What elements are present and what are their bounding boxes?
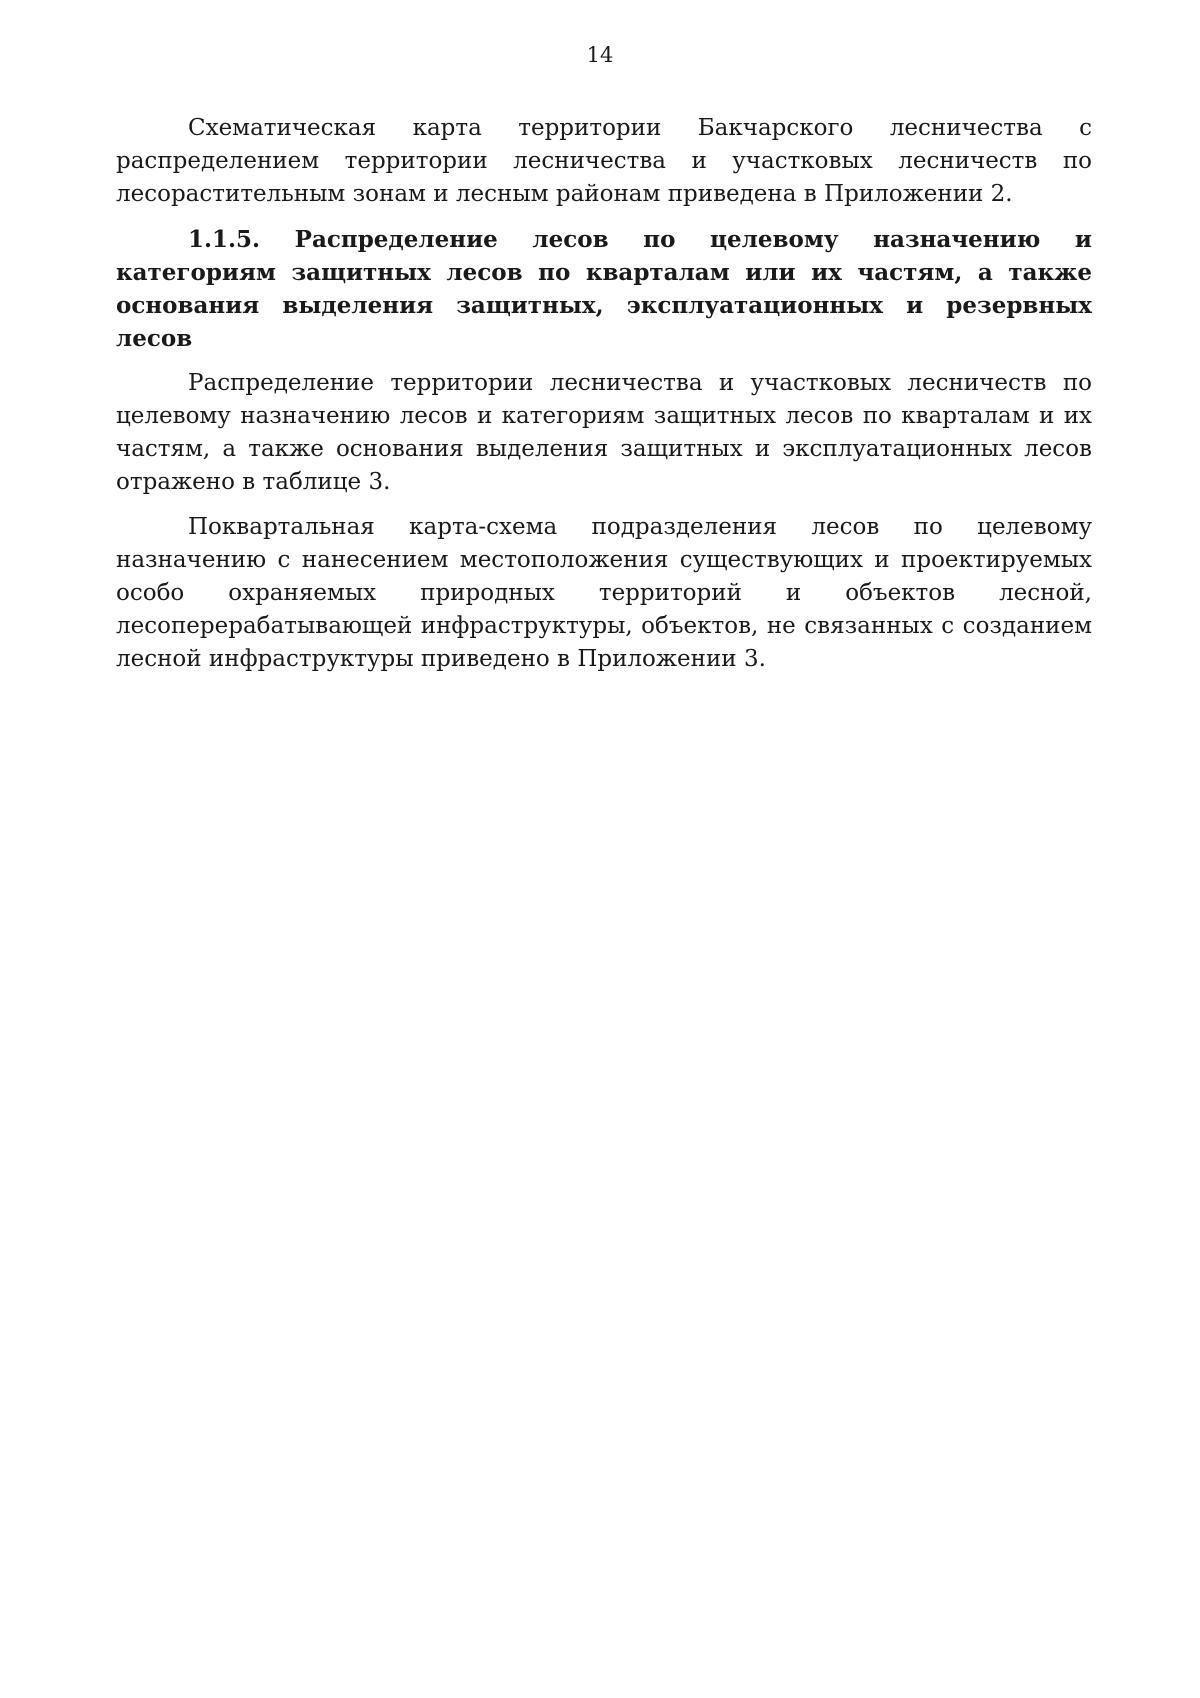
paragraph-schematic-map: Схематическая карта территории Бакчарского лесничества с распределением территории лесничества и участковых лесничеств по лесорастительным зонам и лесным районам приведена в Приложении 2. (116, 115, 1092, 207)
paragraph-quarterly-map: Поквартальная карта-схема подразделения лесов по целевому назначению с нанесением местоположения существующих и проектируемых особо охраняемых природных территорий и объектов лесной, лесоперерабатывающей инфраструктуры, объектов, не связанных с созданием лесной инфраструктуры приведено в Приложении 3. (116, 514, 1092, 672)
document-body (116, 112, 1092, 676)
section-heading-1-1-5: 1.1.5. Распределение лесов по целевому назначению и категориям защитных лесов по кварталам или их частям, а также основания выделения защитных, эксплуатационных и резервных лесов (116, 226, 1092, 352)
page-number: 14 (586, 43, 614, 67)
paragraph-distribution: Распределение территории лесничества и участковых лесничеств по целевому назначению лесов и категориям защитных лесов по кварталам и их частям, а также основания выделения защитных и эксплуатационных лесов отражено в таблице 3. (116, 370, 1092, 495)
